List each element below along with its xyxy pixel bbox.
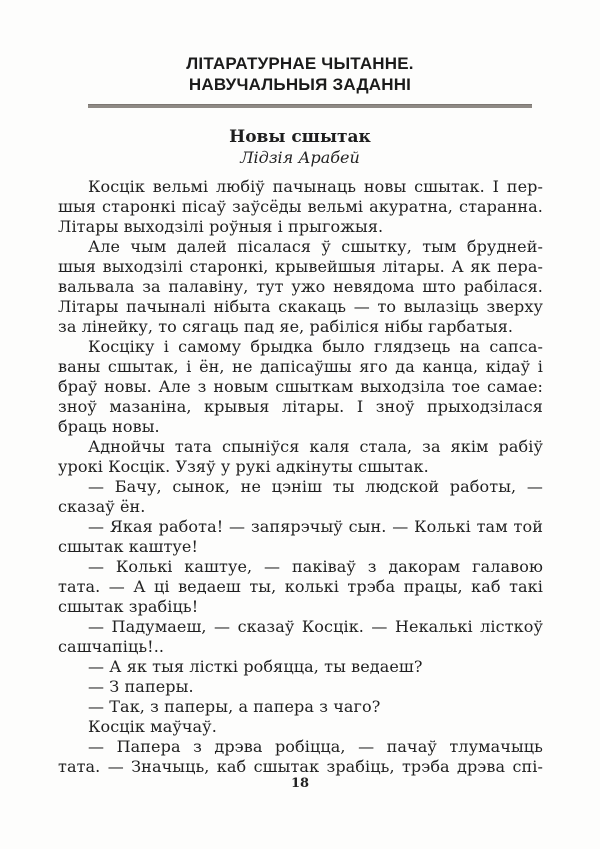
story-title: Новы сшытак	[229, 127, 371, 147]
text-line: браць новы.	[58, 417, 160, 436]
text-line: — Папера з дрэва робіцца, — пачаў тлумачыць	[88, 737, 543, 756]
text-line: — Так, з паперы, а папера з чаго?	[88, 697, 381, 716]
text-line: Але чым далей пісалася ў сшытку, тым брудней-	[88, 237, 543, 256]
text-line: ваны сшытак, і ён, не дапісаўшы яго да канца, кідаў і	[58, 357, 543, 376]
story-body	[58, 177, 543, 777]
text-line: сказаў ён.	[58, 497, 146, 516]
text-line: за лінейку, то сягаць пад яе, рабіліся нібы гарбатыя.	[58, 317, 514, 336]
text-line: Аднойчы тата спыніўся каля стала, за якім рабіў	[88, 437, 543, 456]
section-header-line2: НАВУЧАЛЬНЫЯ ЗАДАННІ	[188, 75, 412, 94]
text-line: Літары пачыналі нібыта скакаць — то вылазіць зверху	[58, 297, 543, 316]
text-line: Косціку і самому брыдка было глядзець на сапса-	[88, 337, 543, 356]
text-line: — Колькі каштуе, — паківаў з дакорам галавою	[88, 557, 543, 576]
text-line: — Падумаеш, — сказаў Косцік. — Некалькі лісткоў	[88, 617, 543, 636]
text-line: шыя выходзілі старонкі, крывейшыя літары. А як пера-	[58, 257, 543, 276]
page-number: 18	[290, 776, 310, 791]
text-line: Косцік вельмі любіў пачынаць новы сшытак. І пер-	[88, 177, 543, 196]
text-line: Косцік маўчаў.	[88, 717, 217, 736]
text-line: — А як тыя лісткі робяцца, ты ведаеш?	[88, 657, 423, 676]
text-line: — Якая работа! — запярэчыў сын. — Колькі там той	[88, 517, 543, 536]
text-line: шыя старонкі пісаў заўсёды вельмі акуратна, старанна.	[58, 197, 543, 216]
text-line: урокі Косцік. Узяў у рукі адкінуты сшытак.	[58, 457, 429, 476]
section-header	[0, 53, 600, 95]
text-line: тата. — Значыць, каб сшытак зрабіць, трэба дрэва спі-	[58, 757, 543, 776]
text-line: вальвала за палавіну, тут ужо невядома што рабілася.	[58, 277, 543, 296]
text-line: Літары выходзілі роўныя і прыгожыя.	[58, 217, 384, 236]
text-line: тата. — А ці ведаеш ты, колькі трэба працы, каб такі	[58, 577, 543, 596]
text-line: зноў мазаніна, крывыя літары. І зноў прыходзілася	[58, 397, 543, 416]
text-line: сашчапіць!..	[58, 637, 165, 656]
text-line: браў новы. Але з новым сшыткам выходзіла тое самае:	[58, 377, 543, 396]
section-header-line1: ЛІТАРАТУРНАЕ ЧЫТАННЕ.	[186, 54, 414, 73]
text-line: — Бачу, сынок, не цэніш ты людской работы, —	[88, 477, 543, 496]
header-rule-divider	[88, 104, 532, 108]
text-line: — З паперы.	[88, 677, 194, 696]
text-line: сшытак каштуе!	[58, 537, 199, 556]
text-line: сшытак зрабіць!	[58, 597, 199, 616]
story-author: Лідзія Арабей	[240, 148, 360, 167]
